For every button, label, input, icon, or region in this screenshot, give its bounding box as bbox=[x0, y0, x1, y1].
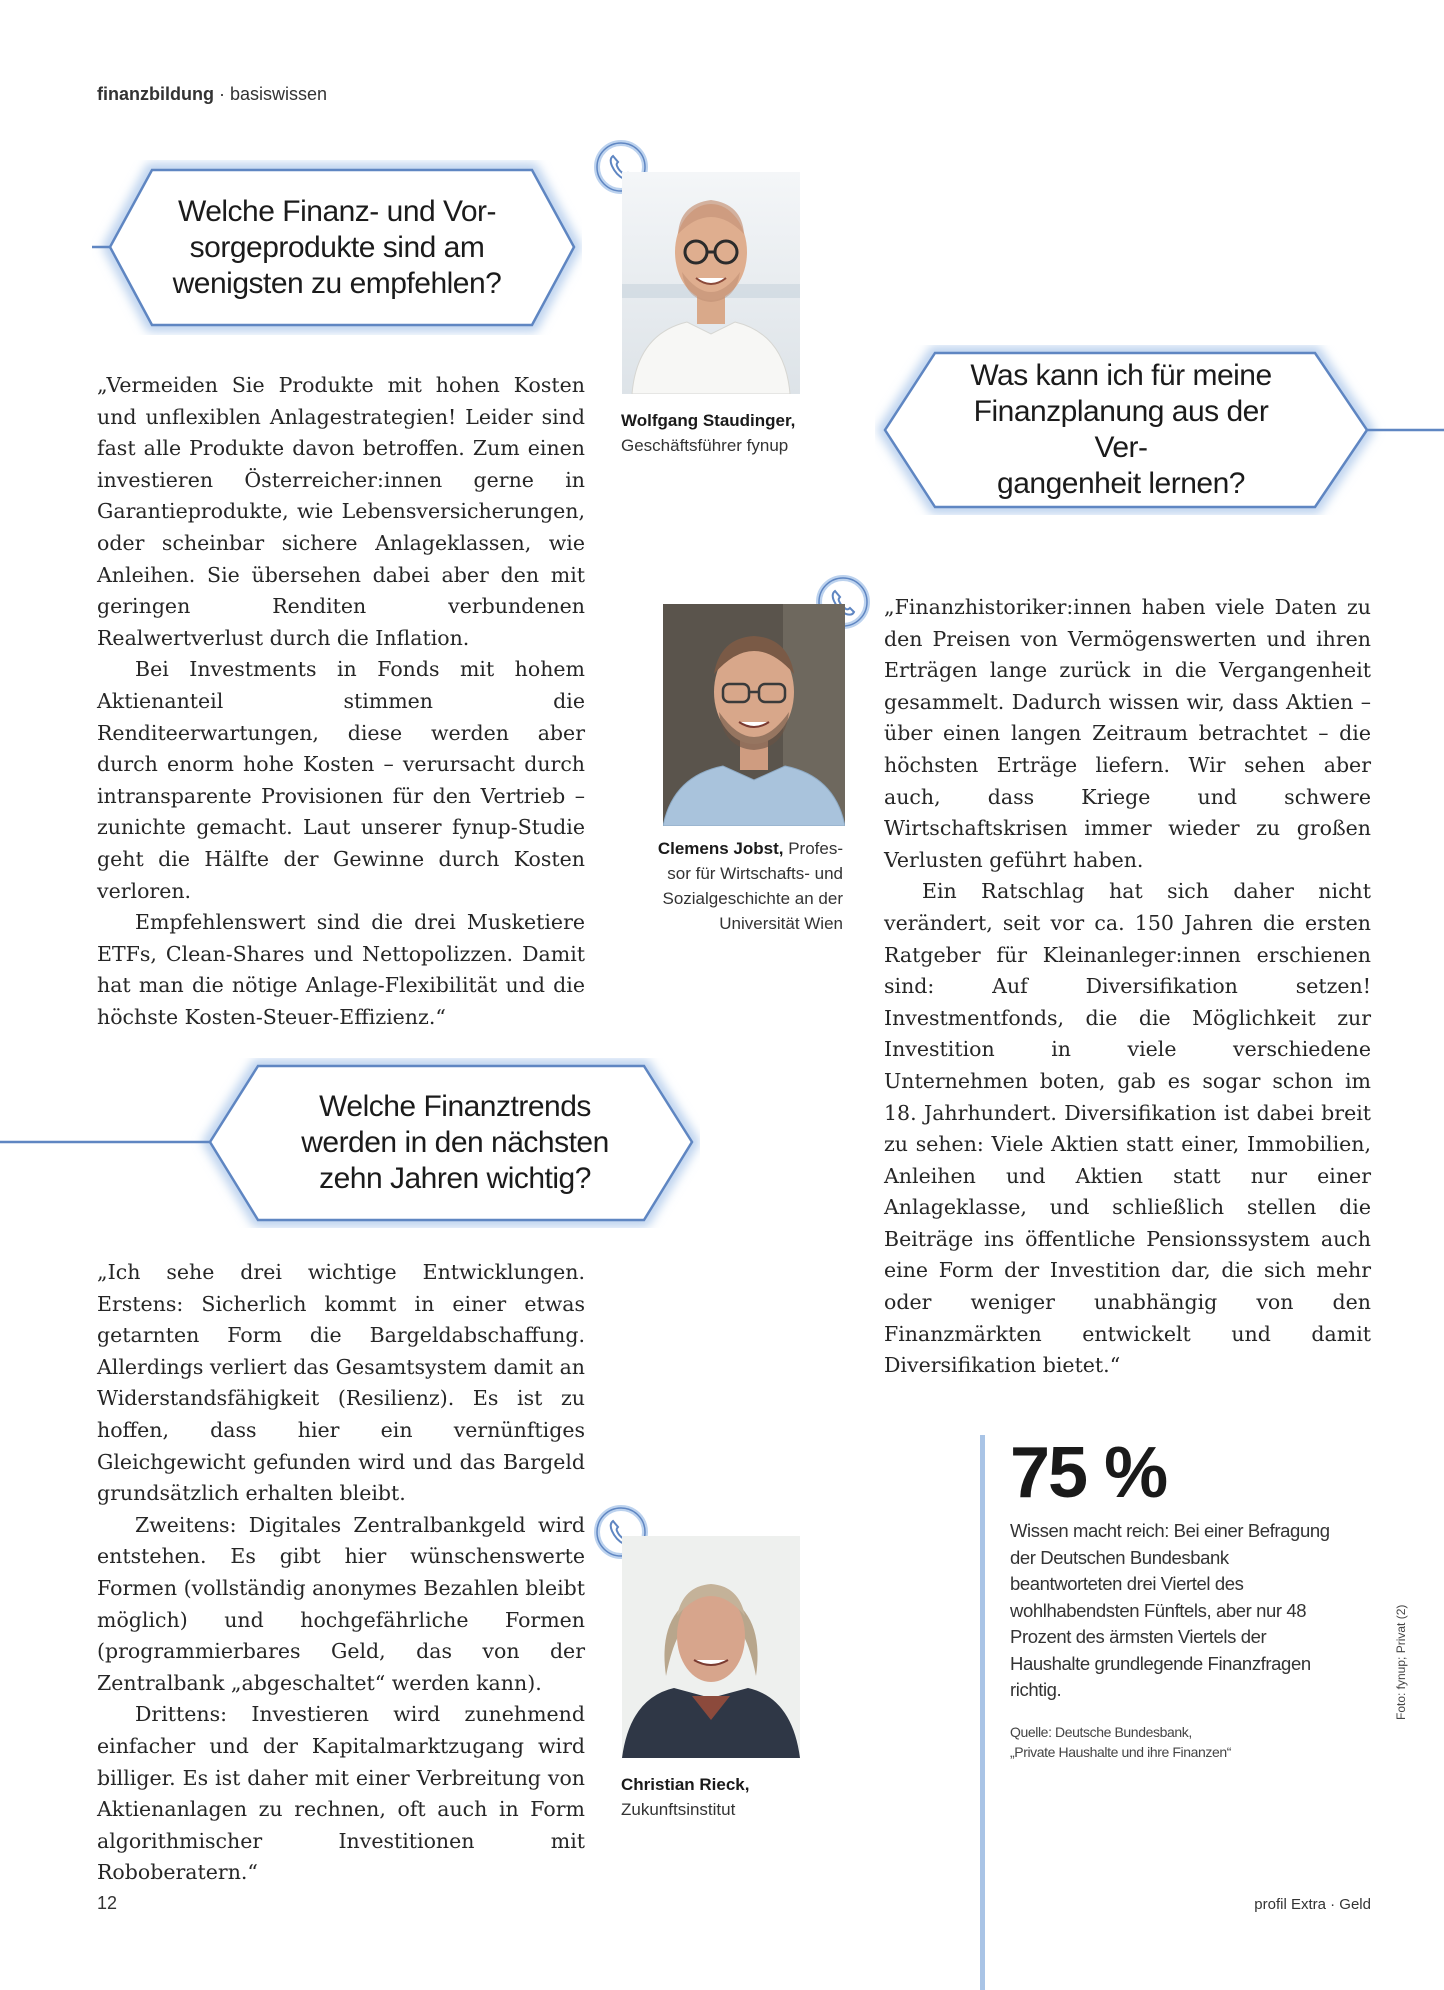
person-role: Profes- bbox=[783, 839, 843, 858]
page-number: 12 bbox=[97, 1893, 118, 1913]
answer-1 bbox=[97, 370, 585, 1033]
person-name: Clemens Jobst, bbox=[657, 839, 784, 858]
person-role: Sozialgeschichte an der bbox=[662, 889, 843, 908]
stat-box bbox=[1010, 1432, 1330, 1762]
person-role: Geschäftsführer fynup bbox=[621, 436, 789, 455]
source-line: Quelle: Deutsche Bundesbank, bbox=[1010, 1723, 1192, 1740]
caption-clemens-jobst bbox=[600, 836, 843, 936]
question-text-1: Welche Finanz- und Vor- sorgeprodukte sind am wenigsten zu empfehlen? bbox=[172, 194, 502, 300]
stat-value: 75 % bbox=[1010, 1433, 1167, 1513]
answer-2-paragraph: Ein Ratschlag hat sich daher nicht verändert, seit vor ca. 150 Jahren die ersten Ratgeber für Kleinanleger:innen erschienen sind: Auf Diversifikation setzen! Investmentfonds, die die Möglichkeit zur Investition in viele verschiedene Unternehmen boten, gab es sogar schon im 18. Jahrhundert. Diversifikation ist dabei breit zu sehen: Viele Aktien statt einer, Immobilien, Anleihen und Aktien statt nur einer Anlageklasse, und schließlich stellen die Beiträge ins öffentliche Pensionssystem auch eine Form der Investition dar, die sich mehr oder weniger unabhängig von den Finanzmärkten entwickelt und damit Diversifikation bietet.“ bbox=[884, 879, 1371, 1378]
portrait-clemens-jobst bbox=[663, 604, 845, 826]
answer-1-paragraph: „Vermeiden Sie Produkte mit hohen Kosten und unflexiblen Anlagestrategien! Leider sind fast alle Produkte davon betroffen. Zum einen investieren Österreicher:innen gerne in Garantieprodukte, wie Lebensversicherungen, oder scheinbar sichere Anlageklassen, wie Anleihen. Sie übersehen dabei aber den mit geringen Renditen verbundenen Realwertverlust durch die Inflation. bbox=[97, 373, 585, 650]
answer-3 bbox=[97, 1257, 585, 1889]
answer-2-paragraph: „Finanzhistoriker:innen haben viele Daten zu den Preisen von Vermögenswerten und ihren Erträgen lange zurück in die Vergangenheit gesammelt. Dadurch wissen wir, dass Aktien – über einen langen Zeitraum betrachtet – die höchsten Erträge liefern. Wir sehen aber auch, dass Kriege und schwere Wirtschaftskrisen immer wieder zu großen Verlusten geführt haben. bbox=[884, 595, 1371, 872]
question-box-3 bbox=[0, 1058, 700, 1228]
caption-christian-rieck bbox=[621, 1772, 750, 1822]
answer-3-paragraph: Drittens: Investieren wird zunehmend einfacher und der Kapitalmarktzugang wird billiger. Es ist daher mit einer Verbreitung von Aktienanlagen zu rechnen, oft auch in Form algorithmischer Investitionen mit Roboberatern.“ bbox=[97, 1702, 585, 1885]
stat-description: Wissen macht reich: Bei einer Befragung der Deutschen Bundesbank beantworteten drei Viertel des wohlhabendsten Fünftels, aber nur 48 Prozent des ärmsten Viertels der Haushalte grundlegende Finanzfragen richtig. bbox=[1010, 1520, 1330, 1700]
stat-source bbox=[1010, 1722, 1330, 1762]
photo-credit: Foto: fynup; Privat (2) bbox=[1394, 1604, 1408, 1720]
person-name: Christian Rieck, bbox=[621, 1775, 750, 1794]
answer-1-paragraph: Bei Investments in Fonds mit hohem Aktienanteil stimmen die Renditeerwartungen, diese werden aber durch enorm hohe Kosten – verursacht durch intransparente Provisionen für den Vertrieb – zunichte gemacht. Laut unserer fynup-Studie geht die Hälfte der Gewinne durch Kosten verloren. bbox=[97, 657, 585, 903]
portrait-christian-rieck bbox=[622, 1536, 800, 1758]
stat-accent-bar bbox=[980, 1435, 985, 1990]
person-role: sor für Wirtschafts- und bbox=[667, 864, 843, 883]
section-subtitle: basiswissen bbox=[229, 84, 328, 104]
person-name: Wolfgang Staudinger, bbox=[621, 411, 796, 430]
source-line: „Private Haushalte und ihre Finanzen“ bbox=[1010, 1743, 1231, 1760]
answer-3-paragraph: Zweitens: Digitales Zentralbankgeld wird entstehen. Es gibt hier wünschenswerte Formen (vollständig anonymes Bezahlen bleibt möglich) und hochgefährliche Formen (programmierbares Geld, das von der Zentralbank „abgeschaltet“ werden kann). bbox=[97, 1512, 585, 1695]
question-box-2 bbox=[875, 345, 1444, 515]
person-role: Zukunftsinstitut bbox=[621, 1800, 736, 1819]
separator: · bbox=[213, 84, 230, 104]
person-role: Universität Wien bbox=[719, 914, 843, 933]
section-header bbox=[97, 84, 327, 105]
section-title: finanzbildung bbox=[97, 84, 214, 104]
caption-wolfgang-staudinger bbox=[621, 408, 795, 458]
question-text-2: Was kann ich für meine Finanzplanung aus der Ver- gangenheit lernen? bbox=[970, 359, 1272, 500]
portrait-wolfgang-staudinger bbox=[622, 172, 800, 394]
answer-2 bbox=[884, 592, 1371, 1382]
answer-3-paragraph: „Ich sehe drei wichtige Entwicklungen. Erstens: Sicherlich kommt in einer etwas getarnten Form die Bargeldabschaffung. Allerdings verliert das Gesamtsystem damit an Widerstandsfähigkeit (Resilienz). Es ist zu hoffen, dass hier ein vernünftiges Gleichgewicht gefunden wird und das Bargeld grundsätzlich erhalten bleibt. bbox=[97, 1260, 585, 1506]
magazine-name: profil Extra · Geld bbox=[1254, 1896, 1371, 1913]
answer-1-paragraph: Empfehlenswert sind die drei Musketiere ETFs, Clean-Shares und Nettopolizzen. Damit hat man die nötige Anlage-Flexibilität und die höchste Kosten-Steuer-Effizienz.“ bbox=[97, 910, 585, 1029]
question-box-1 bbox=[92, 160, 582, 335]
question-text-3: Welche Finanztrends werden in den nächsten zehn Jahren wichtig? bbox=[301, 1090, 609, 1195]
